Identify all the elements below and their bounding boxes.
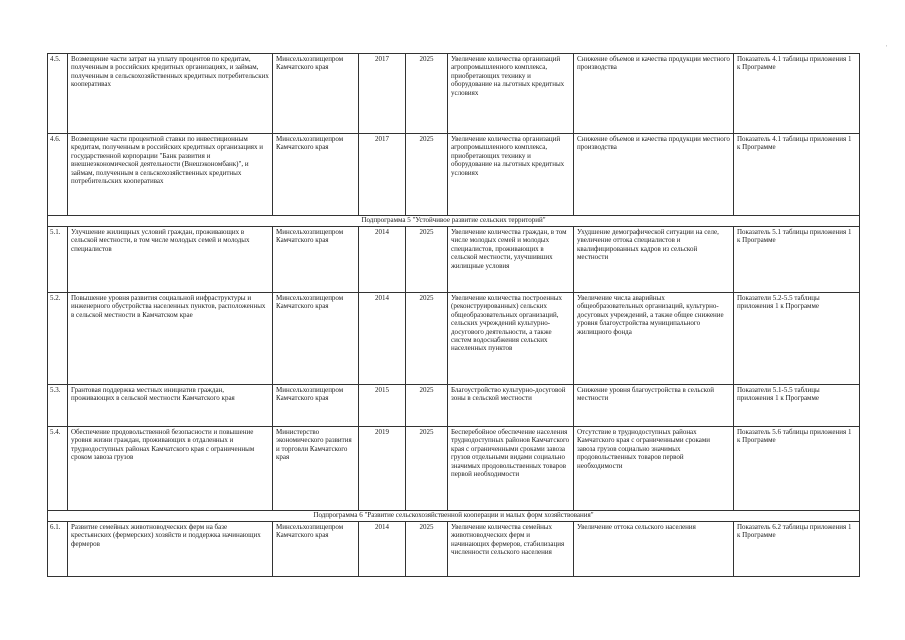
cell-name: Обеспечение продовольственной безопасности и повышение уровня жизни граждан, проживающих в отдаленных и труднодоступных районах Камчатского края с ограниченным сроком завоза грузов: [68, 427, 273, 511]
document-page: [47, 53, 859, 577]
cell-result: Благоустройство культурно-досуговой зоны в сельской местности: [448, 385, 574, 427]
cell-start: 2014: [359, 227, 406, 293]
cell-executor: Минсельхозпищепром Камчатского края: [273, 134, 359, 216]
cell-executor: Минсельхозпищепром Камчатского края: [273, 293, 359, 385]
cell-num: 5.4.: [48, 427, 68, 511]
cell-link: Показатель 5.1 таблицы приложения 1 к Программе: [734, 227, 860, 293]
table-row: [48, 427, 860, 511]
cell-result: Увеличение количества организаций агропромышленного комплекса, приобретающих технику и оборудование на льготных кредитных условиях: [448, 54, 574, 134]
subprogram-title: Подпрограмма 5 "Устойчивое развитие сельских территорий": [48, 216, 860, 227]
cell-start: 2017: [359, 134, 406, 216]
subprogram-title: Подпрограмма 6 "Развитие сельскохозяйственной кооперации и малых форм хозяйствования": [48, 511, 860, 522]
cell-start: 2014: [359, 522, 406, 577]
cell-result: Увеличение количества построенных (реконструированных) сельских общеобразовательных организаций, сельских учреждений культурно-досугового деятельности, а также систем водоснабжения сельских населенных пунктов: [448, 293, 574, 385]
cell-link: Показатель 4.1 таблицы приложения 1 к Программе: [734, 54, 860, 134]
cell-consequence: Снижение объемов и качества продукции местного производства: [574, 54, 734, 134]
cell-name: Улучшение жилищных условий граждан, проживающих в сельской местности, в том числе молодых семей и молодых специалистов: [68, 227, 273, 293]
cell-consequence: Отсутствие в труднодоступных районах Камчатского края с ограниченными сроками завоза грузов социально значимых продовольственных товаров первой необходимости: [574, 427, 734, 511]
cell-consequence: Снижение объемов и качества продукции местного производства: [574, 134, 734, 216]
subprogram-header-row: [48, 216, 860, 227]
cell-link: Показатели 5.1-5.5 таблицы приложения 1 к Программе: [734, 385, 860, 427]
cell-name: Возмещение части затрат на уплату процентов по кредитам, полученным в российских кредитных организациях, и займам, полученным в сельскохозяйственных кредитных потребительских кооперативах: [68, 54, 273, 134]
cell-name: Повышение уровня развития социальной инфраструктуры и инженерного обустройства населенных пунктов, расположенных в сельской местности в Камчатском крае: [68, 293, 273, 385]
table-row: [48, 522, 860, 577]
cell-consequence: Увеличение оттока сельского населения: [574, 522, 734, 577]
cell-start: 2017: [359, 54, 406, 134]
cell-end: 2025: [406, 54, 448, 134]
cell-num: 5.3.: [48, 385, 68, 427]
cell-result: Увеличение количества организаций агропромышленного комплекса, приобретающих технику и оборудование на льготных кредитных условиях: [448, 134, 574, 216]
program-measures-table: [47, 53, 860, 577]
cell-start: 2014: [359, 293, 406, 385]
cell-link: Показатель 6.2 таблицы приложения 1 к Программе: [734, 522, 860, 577]
table-row: [48, 227, 860, 293]
cell-result: Увеличение количества граждан, в том числе молодых семей и молодых специалистов, проживающих в сельской местности, улучшивших жилищные условия: [448, 227, 574, 293]
subprogram-header-row: [48, 511, 860, 522]
cell-link: Показатель 5.6 таблицы приложения 1 к Программе: [734, 427, 860, 511]
cell-end: 2025: [406, 427, 448, 511]
table-row: [48, 293, 860, 385]
cell-end: 2025: [406, 385, 448, 427]
cell-executor: Минсельхозпищепром Камчатского края: [273, 54, 359, 134]
cell-name: Развитие семейных животноводческих ферм на базе крестьянских (фермерских) хозяйств и поддержка начинающих фермеров: [68, 522, 273, 577]
cell-executor: Минсельхозпищепром Камчатского края: [273, 385, 359, 427]
cell-end: 2025: [406, 134, 448, 216]
cell-num: 6.1.: [48, 522, 68, 577]
cell-end: 2025: [406, 227, 448, 293]
cell-executor: Министерство экономического развития и торговли Камчатского края: [273, 427, 359, 511]
cell-executor: Минсельхозпищепром Камчатского края: [273, 522, 359, 577]
cell-end: 2025: [406, 293, 448, 385]
cell-result: Бесперебойное обеспечение населения труднодоступных районов Камчатского края с ограниченными сроками завоза грузов отдельными видами социально значимых продовольственных товаров первой необходимости: [448, 427, 574, 511]
cell-executor: Минсельхозпищепром Камчатского края: [273, 227, 359, 293]
cell-end: 2025: [406, 522, 448, 577]
cell-link: Показатель 4.1 таблицы приложения 1 к Программе: [734, 134, 860, 216]
cell-start: 2015: [359, 385, 406, 427]
cell-result: Увеличение количества семейных животноводческих ферм и начинающих фермеров, стабилизация численности сельского населения: [448, 522, 574, 577]
cell-consequence: Увеличение числа аварийных общеобразовательных организаций, культурно-досуговых учреждений, а также общее снижение уровня благоустройства муниципального жилищного фонда: [574, 293, 734, 385]
table-row: [48, 54, 860, 134]
cell-start: 2019: [359, 427, 406, 511]
cell-link: Показатели 5.2-5.5 таблицы приложения 1 к Программе: [734, 293, 860, 385]
cell-num: 4.6.: [48, 134, 68, 216]
cell-num: 5.2.: [48, 293, 68, 385]
cell-num: 4.5.: [48, 54, 68, 134]
cell-consequence: Снижение уровня благоустройства в сельской местности: [574, 385, 734, 427]
cell-num: 5.1.: [48, 227, 68, 293]
table-row: [48, 385, 860, 427]
table-row: [48, 134, 860, 216]
cell-name: Возмещение части процентной ставки по инвестиционным кредитам, полученным в российских кредитных организациях и государственной корпорации "Банк развития и внешнеэкономической деятельности (Внешэкономбанк)", и займам, полученным в сельскохозяйственных кредитных потребительских кооперативах: [68, 134, 273, 216]
cell-consequence: Ухудшение демографической ситуации на селе, увеличение оттока специалистов и квалифицированных кадров из сельской местности: [574, 227, 734, 293]
cell-name: Грантовая поддержка местных инициатив граждан, проживающих в сельской местности Камчатского края: [68, 385, 273, 427]
margin-mark: ˈ: [885, 44, 888, 53]
